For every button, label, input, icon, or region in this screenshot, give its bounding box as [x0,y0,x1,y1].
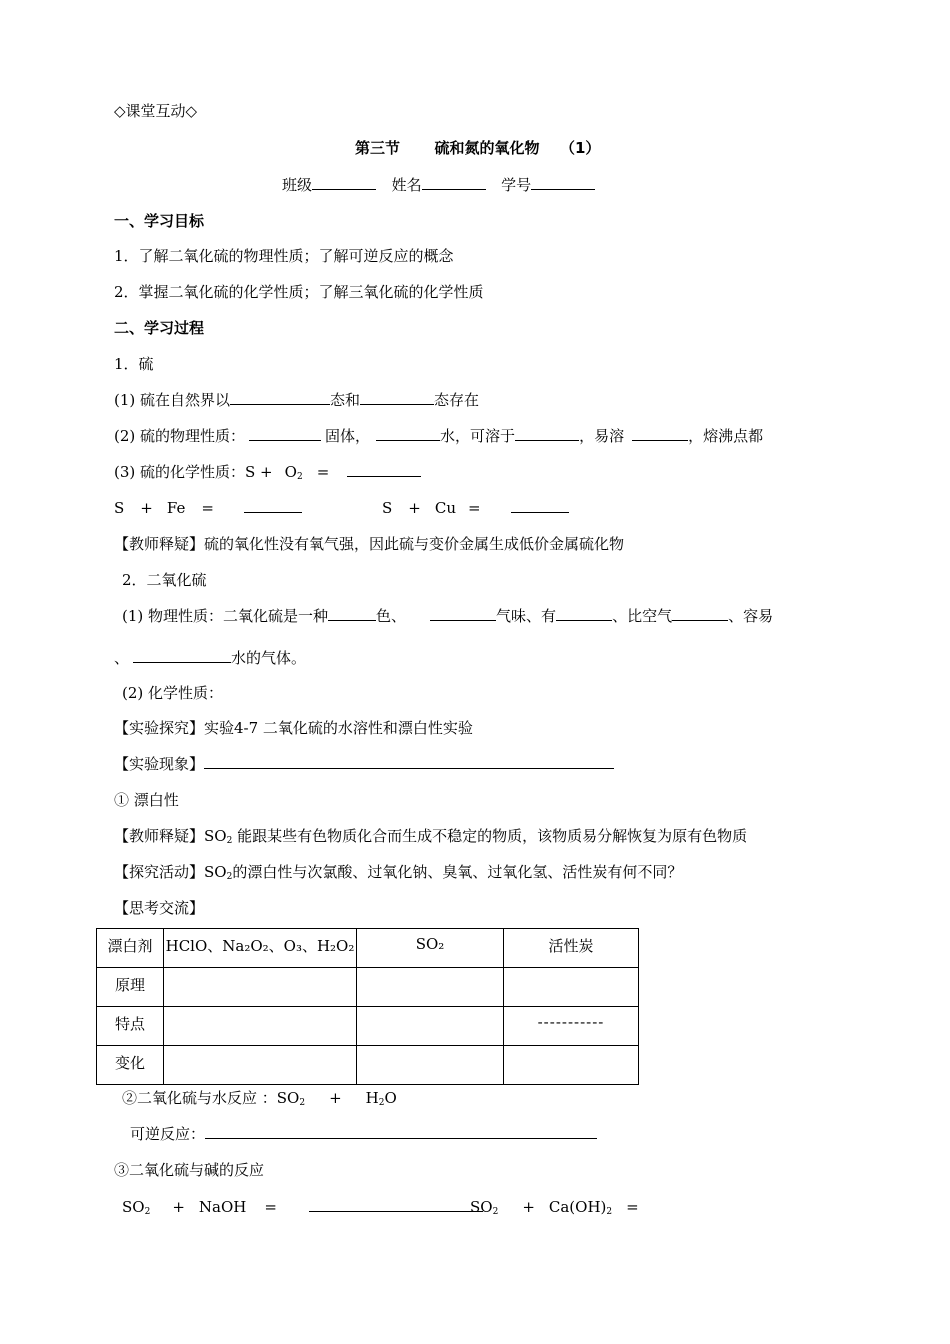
so2-physical [122,606,773,626]
blank[interactable] [347,462,421,477]
text: 的漂白性与次氯酸、过氧化钠、臭氧、过氧化氢、活性炭有何不同？ [232,863,683,881]
text: 【教师释疑】SO [114,827,227,845]
text: (1) 物理性质：二氧化硫是一种 [122,607,329,625]
so2-physical-cont [114,648,306,668]
subscript: 2 [606,1207,613,1217]
think-line: 【思考交流】 [114,899,205,917]
subscript: 2 [226,836,233,846]
table-cell[interactable] [504,968,639,1007]
text: (2) 硫的物理性质： [114,427,246,445]
blank[interactable] [230,390,330,405]
text: + [140,499,153,517]
table-header: HClO、Na₂O₂、O₃、H₂O₂ [164,929,357,968]
text: SO [470,1198,493,1216]
blank[interactable] [249,426,321,441]
row-label: 原理 [97,968,164,1007]
table-header-row [97,929,639,968]
blank[interactable] [511,498,569,513]
table-row [97,968,639,1007]
text: 色、 [376,607,407,625]
table-cell[interactable] [357,1046,504,1085]
text: = [468,499,481,517]
id-label: 学号 [501,176,532,194]
table-cell[interactable] [357,968,504,1007]
text: 可逆反应： [130,1125,206,1143]
text: = [264,1198,277,1216]
table-header: SO₂ [357,929,504,968]
text: 水的气体。 [231,649,307,667]
table-cell[interactable] [164,1007,357,1046]
comparison-table [96,928,639,1085]
class-blank[interactable] [312,175,376,190]
reaction-fe [114,498,302,518]
text: = [201,499,214,517]
sulfur-chemical [114,462,421,487]
page-title [355,138,600,158]
goal-item-1: 1．了解二氧化硫的物理性质；了解可逆反应的概念 [114,247,454,265]
blank[interactable] [632,426,688,441]
text: 、 [114,649,130,667]
table-cell[interactable] [357,1007,504,1046]
text: 【实验现象】 [114,755,205,773]
text: SO [122,1198,145,1216]
text: + [172,1198,185,1216]
teacher-note-sulfur: 【教师释疑】硫的氧化性没有氧气强，因此硫与变价金属生成低价金属硫化物 [114,535,625,553]
table-cell: ----------- [504,1007,639,1046]
text: O [284,463,297,481]
base-reaction-title: ③二氧化硫与碱的反应 [114,1161,265,1179]
blank[interactable] [376,426,440,441]
table-cell[interactable] [164,1046,357,1085]
text: NaOH [198,1198,247,1216]
subscript: 2 [226,872,233,882]
blank[interactable] [205,1124,597,1139]
text: S [114,499,125,517]
text: S [382,499,393,517]
table-cell[interactable] [504,1046,639,1085]
text: + [329,1089,342,1107]
text: 固体， [325,427,371,445]
text: 【探究活动】SO [114,863,227,881]
text: 气味、有 [496,607,557,625]
blank[interactable] [515,426,579,441]
blank[interactable] [204,754,614,769]
text: 能跟某些有色物质化合而生成不稳定的物质，该物质易分解恢复为原有色物质 [232,827,748,845]
text: ，易溶 [579,427,625,445]
name-blank[interactable] [422,175,486,190]
blank[interactable] [328,606,376,621]
sulfur-title: 1．硫 [114,355,154,373]
text: = [316,463,330,481]
id-blank[interactable] [531,175,595,190]
activity-line [114,862,682,887]
reaction-cu [382,498,569,518]
sulfur-nature [114,390,479,410]
so2-water-reaction [122,1088,397,1113]
text: ②二氧化硫与水反应 ：SO [122,1089,300,1107]
text: 、比空气 [612,607,673,625]
naoh-reaction [122,1197,483,1222]
heading-process: 二、学习过程 [114,319,205,337]
heading-goals: 一、学习目标 [114,212,205,230]
subscript: 2 [144,1207,151,1217]
text: O [384,1089,397,1107]
blank[interactable] [556,606,612,621]
blank[interactable] [430,606,496,621]
blank[interactable] [360,390,434,405]
blank[interactable] [309,1197,483,1212]
text: 、容易 [728,607,774,625]
text: 水，可溶于 [440,427,516,445]
table-row [97,1007,639,1046]
goal-item-2: 2．掌握二氧化硫的化学性质；了解三氧化硫的化学性质 [114,283,484,301]
text: Ca(OH) [548,1198,607,1216]
row-label: 特点 [97,1007,164,1046]
text: ，熔沸点都 [688,427,764,445]
text: + [522,1198,535,1216]
text: H [365,1089,379,1107]
table-row [97,1046,639,1085]
student-info [282,175,595,195]
text: 态存在 [434,391,480,409]
title-section: 第三节 [355,139,401,157]
blank[interactable] [672,606,728,621]
subscript: 2 [299,1098,306,1108]
text: + [408,499,421,517]
so2-title: 2．二氧化硫 [122,571,207,589]
table-header: 漂白剂 [97,929,164,968]
title-number: （1） [559,139,601,157]
subscript: 2 [378,1098,385,1108]
subscript: 2 [296,472,303,482]
table-header: 活性炭 [504,929,639,968]
table-cell[interactable] [164,968,357,1007]
so2-chemical: (2) 化学性质： [122,684,224,702]
teacher-note-so2 [114,826,747,851]
caoh2-reaction [470,1197,639,1222]
text: Cu [434,499,456,517]
text: = [626,1198,639,1216]
section-tag: ◇课堂互动◇ [114,102,198,120]
class-label: 班级 [282,176,313,194]
blank[interactable] [133,648,231,663]
text: (1) 硫在自然界以 [114,391,231,409]
title-topic: 硫和氮的氧化物 [434,139,540,157]
reversible-line [130,1124,597,1144]
text: 态和 [330,391,361,409]
bleach-title: ① 漂白性 [114,791,179,809]
blank[interactable] [244,498,302,513]
sulfur-physical [114,426,763,446]
subscript: 2 [492,1207,499,1217]
text: (3) 硫的化学性质：S + [114,463,273,481]
name-label: 姓名 [391,176,422,194]
phenomenon-line [114,754,614,774]
experiment-line: 【实验探究】实验4-7 二氧化硫的水溶性和漂白性实验 [114,719,473,737]
text: Fe [166,499,186,517]
row-label: 变化 [97,1046,164,1085]
